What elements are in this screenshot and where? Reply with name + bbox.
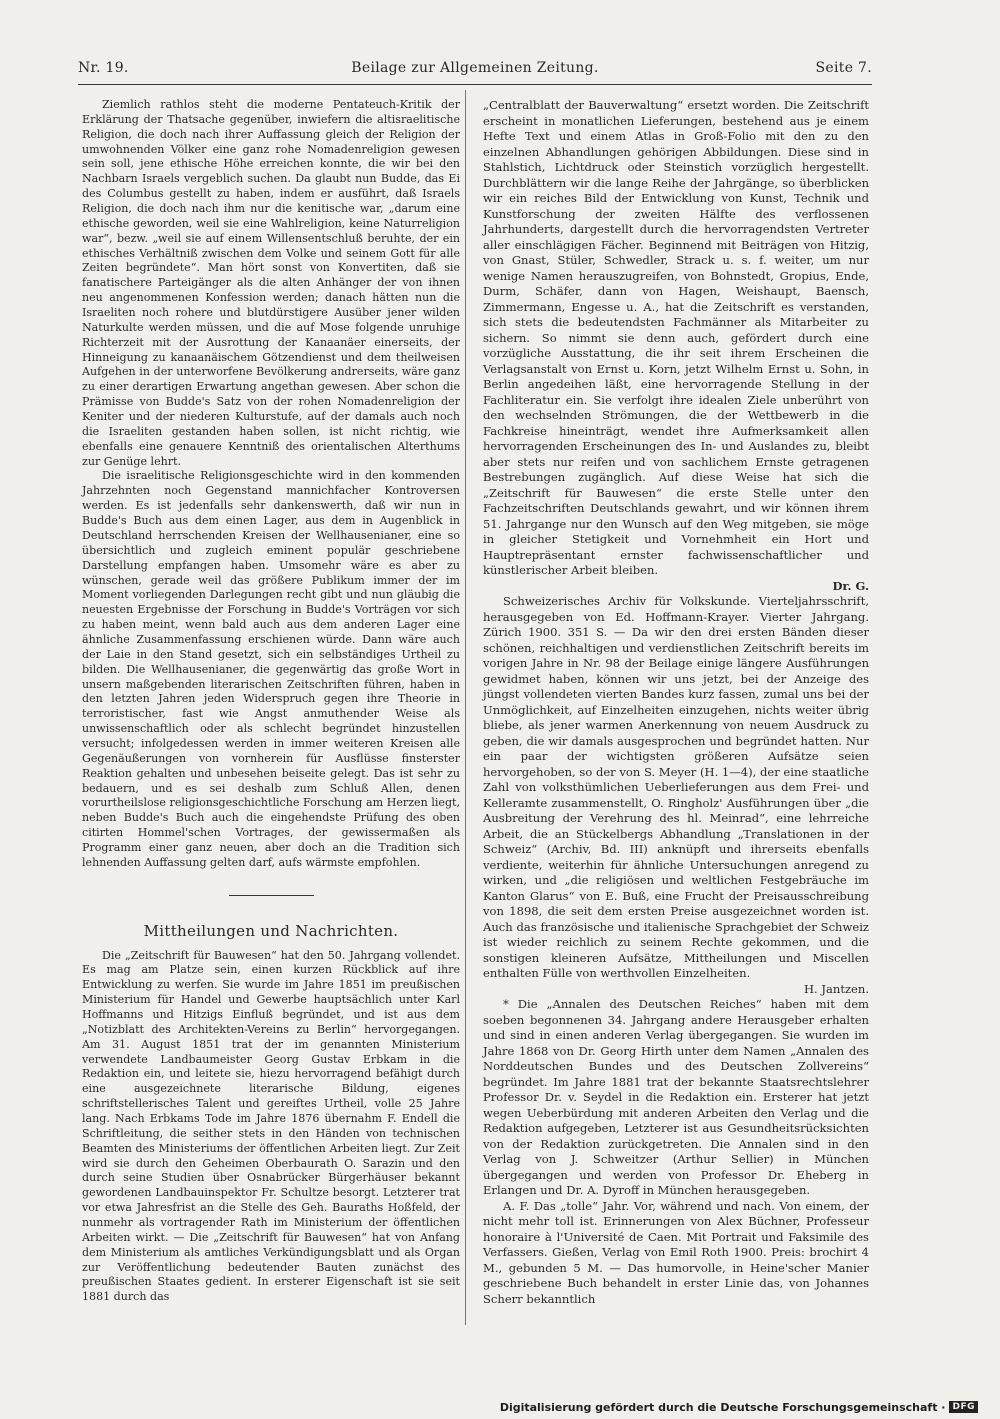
signature-text: H. Jantzen.	[803, 981, 869, 996]
article-paragraph: Ziemlich rathlos steht die moderne Pentateuch-Kritik der Erklärung der Thatsache gegenüber, inwiefern die altisraelitische Religion, die doch nach ihrer Auffassung gleich der Religion der umwohnenden Völker eine ganz rohe Nomadenreligion gewesen sein soll, jene ethische Höhe erreichen konnte, die wir bei den Nachbarn Israels vergeblich suchen. Da glaubt nun Budde, das Ei des Columbus gestellt zu haben, indem er ausführt, daß Israels Religion, die doch nach ihm nur die kenitische war, „darum eine ethische geworden, weil sie eine Wahlreligion, keine Naturreligion war“, bezw. „weil sie auf einem Willensentschluß beruhte, der ein ethisches Verhältniß zwischen dem Volke und seinem Gott für alle Zeiten begründete“. Man hört sonst von Konvertiten, daß sie fanatischere Parteigänger als die alten Anhänger der von ihnen neu angenommenen Konfession werden; danach hätten nun die Israeliten noch rohere und blutdürstigere Ausüber jener wilden Naturkulte werden müssen, und die auf Mose folgende unruhige Richterzeit mit der Ausrottung der Kanaanäer einerseits, der Hinneigung zu kanaanäischem Götzendienst und dem theilweisen Aufgehen in der unterworfene Bevölkerung andrerseits, wäre ganz zu einer derartigen Erwartung angethan gewesen. Aber schon die Prämisse von Budde's Satz von der rohen Nomadenreligion der Keniter und der niederen Kulturstufe, auf der damals auch noch die Israeliten gestanden haben sollen, ist nicht richtig, wie ebenfalls eine genauere Kenntniß des orientalischen Alterthums zur Genüge lehrt.	[82, 98, 460, 468]
footer-text: Digitalisierung gefördert durch die Deutsche Forschungsgemeinschaft ·	[499, 1400, 946, 1414]
article-paragraph: „Centralblatt der Bauverwaltung“ ersetzt worden. Die Zeitschrift erscheint in monatlichen Lieferungen, bestehend aus je einem Hefte Text und einem Atlas in Groß-Folio mit den zu den einzelnen Abhandlungen gehörigen Abbildungen. Diese sind in Stahlstich, Lichtdruck oder Steinstich vorzüglich hergestellt. Durchblättern wir die lange Reihe der Jahrgänge, so überblicken wir ein reiches Bild der Entwicklung von Kunst, Technik und Kunstforschung der zweiten Hälfte des verflossenen Jahrhunderts, dargestellt durch die hervorragendsten Vertreter aller einschlägigen Fächer. Beginnend mit Beiträgen von Hitzig, von Gnast, Stüler, Schwedler, Strack u. s. f. weiter, um nur wenige Namen herauszugreifen, von Bohnstedt, Gropius, Ende, Durm, Schäfer, dann von Hagen, Weishaupt, Baensch, Zimmermann, Engesse u. A., hat die Zeitschrift es verstanden, sich stets die bedeutendsten Fachmänner als Mitarbeiter zu sichern. So nimmt sie denn auch, gefördert durch eine vorzügliche Ausstattung, die ihr seit ihrem Erscheinen die Verlagsanstalt von Ernst u. Korn, jetzt Wilhelm Ernst u. Sohn, in Berlin angedeihen läßt, eine hervorragende Stellung in der Fachliteratur ein. Sie verfolgt ihre idealen Ziele unberührt von den wechselnden Strömungen, die der Wettbewerb in die Fachkreise hineinträgt, wendet ihre Aufmerksamkeit allen hervorragenden Erscheinungen des In- und Auslandes zu, bleibt aber stets nur reifen und von sachlichem Ernste getragenen Bestrebungen zugänglich. Auf diese Weise hat sich die „Zeitschrift für Bauwesen“ die erste Stelle unter den Fachzeitschriften Deutschlands gewahrt, und wir können ihrem 51. Jahrgange nur den Wunsch auf den Weg mitgeben, sie möge in gleicher Stetigkeit und Vornehmheit ein Hort und Hauptrepräsentant ernster fachwissenschaftlicher und künstlerischer Arbeit bleiben.	[483, 98, 869, 577]
header-rule	[78, 84, 872, 85]
right-column	[483, 98, 869, 1307]
column-divider	[465, 90, 466, 1325]
issue-number: Nr. 19.	[78, 60, 129, 76]
section-separator	[229, 895, 314, 896]
signature-text: Dr. G.	[832, 578, 869, 593]
news-paragraph: Die „Zeitschrift für Bauwesen“ hat den 50. Jahrgang vollendet. Es mag am Platze sein, einen kurzen Rückblick auf ihre Entwicklung zu werfen. Sie wurde im Jahre 1851 im preußischen Ministerium für Handel und Gewerbe hauptsächlich unter Karl Hoffmanns und Hitzigs Einfluß begründet, und ist aus dem „Notizblatt des Architekten-Vereins zu Berlin“ hervorgegangen. Am 31. August 1851 trat der im genannten Ministerium verwendete Landbaumeister Georg Gustav Erbkam in die Redaktion ein, und leitete sie, hiezu hervorragend befähigt durch eine ausgezeichnete literarische Bildung, eigenes schriftstellerisches Talent und gereiftes Urtheil, volle 25 Jahre lang. Nach Erbkams Tode im Jahre 1876 übernahm F. Endell die Schriftleitung, die seither stets in den Händen von technischen Beamten des Ministeriums der öffentlichen Arbeiten liegt. Zur Zeit wird sie durch den Geheimen Oberbaurath O. Sarazin und den durch seine Studien über Osnabrücker Bürgerhäuser bekannt gewordenen Landbauinspektor Fr. Schultze besorgt. Letzterer trat vor etwa Jahresfrist an die Stelle des Geh. Bauraths Hoßfeld, der nunmehr als vortragender Rath im Ministerium der öffentlichen Arbeiten wirkt. — Die „Zeitschrift für Bauwesen“ hat von Anfang dem Ministerium als amtliches Verkündigungsblatt und als Organ zur Veröffentlichung bedeutender Bauten zunächst des preußischen Staates gedient. In ersterer Eigenschaft ist sie seit 1881 durch das	[82, 948, 460, 1304]
section-heading: Mittheilungen und Nachrichten.	[143, 921, 399, 940]
digitization-footer	[500, 1399, 978, 1415]
signature	[483, 982, 869, 998]
page-header	[78, 60, 872, 82]
publication-title: Beilage zur Allgemeinen Zeitung.	[351, 60, 599, 76]
review-paragraph: Schweizerisches Archiv für Volkskunde. Vierteljahrsschrift, herausgegeben von Ed. Hoffmann-Krayer. Vierter Jahrgang. Zürich 1900. 351 S. — Da wir den drei ersten Bänden dieser schönen, reichhaltigen und verdienstlichen Zeitschrift bereits im vorigen Jahre in Nr. 98 der Beilage einige längere Ausführungen gewidmet haben, können wir uns jetzt, bei der Anzeige des jüngst vollendeten vierten Bandes kurz fassen, zumal uns bei der Unmöglichkeit, auf Einzelheiten einzugehen, nichts weiter übrig bliebe, als jener warmen Anerkennung von neuem Ausdruck zu geben, die wir damals ausgesprochen und begründet hatten. Nur ein paar der wichtigsten größeren Aufsätze seien hervorgehoben, so der von S. Meyer (H. 1—4), der eine staatliche Zahl von volksthümlichen Ueberlieferungen aus dem Frei- und Kelleramte zusammenstellt, O. Ringholz' Ausführungen über „die Ausbreitung der Verehrung des hl. Meinrad“, eine lehrreiche Arbeit, die an Stückelbergs Abhandlung „Translationen in der Schweiz“ (Archiv, Bd. III) anknüpft und ihrerseits ebenfalls verdiente, weiterhin für ähnliche Untersuchungen anregend zu wirken, und „die religiösen und weltlichen Festgebräuche im Kanton Glarus“ von E. Buß, eine Frucht der Preisausschreibung von 1898, die seit dem ersten Preise ausgezeichnet worden ist. Auch das französische und italienische Sprachgebiet der Schweiz ist wieder reichlich zu seinem Rechte gekommen, und die sonstigen kleineren Aufsätze, Mittheilungen und Miscellen enthalten Fülle von werthvollen Einzelheiten.	[483, 594, 869, 980]
signature	[483, 579, 869, 595]
article-paragraph: Die israelitische Religionsgeschichte wird in den kommenden Jahrzehnten noch Gegenstand mannichfacher Kontroversen werden. Es ist jedenfalls sehr dankenswerth, daß wir nun in Budde's Buch aus dem einen Lager, aus dem in Augenblick in Deutschland herrschenden Kreisen der Wellhausenianer, eine so übersichtlich und zugleich eminent populär geschriebene Darstellung empfangen haben. Umsomehr wäre es aber zu wünschen, gerade weil das größere Publikum immer der im Moment vorliegenden Darlegungen recht gibt und nun gläubig die neuesten Ergebnisse der Forschung in Budde's Vorträgen vor sich zu haben meint, wenn bald auch aus dem anderen Lager eine ähnliche Zusammenfassung erschienen würde. Dann wäre auch der Laie in den Stand gesetzt, sich ein selbständiges Urtheil zu bilden. Die Wellhausenianer, die gegenwärtig das große Wort in unsern maßgebenden literarischen Zeitschriften führen, haben in den letzten Jahren jeden Widerspruch gegen ihre Theorie in terroristischer, fast wie Angst anmuthender Weise als unwissenschaftlich oder als schlecht begründet hinzustellen versucht; infolgedessen werden in immer weiteren Kreisen alle Gegenäußerungen von vornherein für Ausflüsse finsterster Reaktion gehalten und unbesehen beiseite gelegt. Das ist sehr zu bedauern, und es sei deshalb zum Schluß Allen, denen vorurtheilslose religionsgeschichtliche Forschung am Herzen liegt, neben Budde's Buch auch die eingehendste Prüfung des oben citirten Hommel'schen Vortrages, der gewissermaßen als Programm einer ganz neuen, aber doch an die Tradition sich lehnenden Auffassung gelten darf, aufs wärmste empfohlen.	[82, 469, 460, 869]
news-paragraph: * Die „Annalen des Deutschen Reiches“ haben mit dem soeben begonnenen 34. Jahrgang andere Herausgeber erhalten und sind in einen anderen Verlag übergegangen. Sie wurden im Jahre 1868 von Dr. Georg Hirth unter dem Namen „Annalen des Norddeutschen Bundes und des Deutschen Zollvereins“ begründet. Im Jahre 1881 trat der bekannte Staatsrechtslehrer Professor Dr. v. Seydel in die Redaktion ein. Ersterer hat jetzt wegen Ueberbürdung mit anderen Arbeiten den Verlag und die Redaktion aufgegeben, Letzterer ist aus Gesundheitsrücksichten von der Redaktion zurückgetreten. Die Annalen sind in den Verlag von J. Schweitzer (Arthur Sellier) in München übergegangen und werden von Professor Dr. Eheberg in Erlangen und Dr. A. Dyroff in München herausgegeben.	[483, 997, 869, 1197]
review-paragraph: A. F. Das „tolle“ Jahr. Vor, während und nach. Von einem, der nicht mehr toll ist. Erinnerungen von Alex Büchner, Professeur honoraire à l'Université de Caen. Mit Portrait und Faksimile des Verfassers. Gießen, Verlag von Emil Roth 1900. Preis: brochirt 4 M., gebunden 5 M. — Das humorvolle, in Heine'scher Manier geschriebene Buch behandelt in erster Linie das, von Johannes Scherr bekanntlich	[483, 1198, 869, 1306]
left-column	[82, 98, 460, 1305]
dfg-logo-icon: DFG	[949, 1401, 978, 1413]
page-number: Seite 7.	[815, 60, 872, 76]
